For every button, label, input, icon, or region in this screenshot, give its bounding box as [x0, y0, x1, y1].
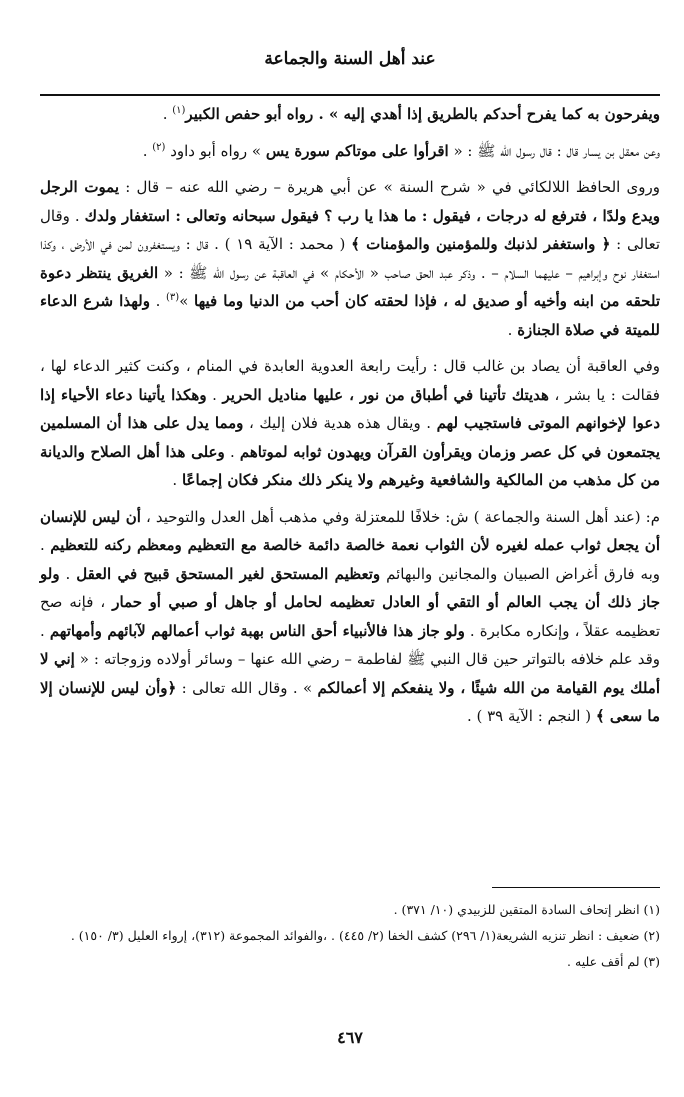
- bold-text-run: ﴿وأن ليس للإنسان إلا ما سعى ﴾: [40, 678, 660, 725]
- footnote-marker: (١): [172, 105, 186, 116]
- book-page: [40, 0, 660, 1097]
- text-run: وعن معقل بن يسار قال : قال رسول الله ﷺ : «: [448, 141, 660, 160]
- text-run: .: [162, 105, 173, 123]
- text-run: »: [179, 292, 195, 310]
- text-run: » رواه أبو داود: [165, 141, 266, 160]
- text-run: .: [507, 320, 518, 339]
- bold-text-run: وعلى هذا أهل الصلاح والديانة من كل مذهب من المالكية والشافعية وغيرهم ولا ينكر ذلك منكر فكان إجماعًا: [40, 442, 660, 489]
- bold-text-run: ولهذا شرع الدعاء للميتة في صلاة الجنازة: [40, 292, 660, 339]
- bold-text-run: أن ليس للإنسان أن يجعل ثواب عمله لغيره لأن الثواب نعمة خالصة دائمة خالصة مع التعظيم ومعظم ركنه للتعظيم: [40, 507, 660, 554]
- footnote-divider: [492, 887, 660, 888]
- footnote: (٣) لم أقف عليه .: [567, 954, 660, 969]
- bold-text-run: اقرأوا على موتاكم سورة يس: [265, 141, 449, 160]
- text-run: ( محمد : الآية ١٩ ) . قال : ويستغفرون لمن في الأرض ، وكذا استغفار نوح وإبراهيم – عليهما السلام – . وذكر عبد الحق صاحب « الأحكام » في العاقبة عن رسول الله ﷺ : «: [40, 235, 660, 282]
- text-run: وروى الحافظ اللالكائي في « شرح السنة » عن أبي هريرة – رضي الله عنه – قال :: [119, 178, 660, 196]
- footnote-marker: (٣): [166, 292, 180, 303]
- footnotes: [40, 898, 660, 976]
- bold-text-run: يموت الرجل ويدع ولدًا ، فترفع له درجات ، فيقول : ما هذا يا رب ؟ فيقول سبحانه وتعالى : استغفار ولدك: [40, 178, 661, 225]
- main-text: [40, 100, 660, 739]
- footnote-marker: (٢): [152, 141, 166, 153]
- text-run: .: [149, 292, 167, 310]
- text-run: . وقال تعالى :: [40, 206, 660, 253]
- paragraph: [40, 503, 660, 731]
- footnote: (٢) ضعيف : انظر تنزيه الشريعة(١/ ٢٩٦) كشف الخفا (٢/ ٤٤٥) . ،والفوائد المجموعة (٣١٢)، إرواء العليل (٣/ ١٥٠) .: [70, 928, 660, 943]
- text-run: ( النجم : الآية ٣٩ ) .: [466, 707, 596, 725]
- header-divider: [40, 94, 660, 96]
- text-run: . ويقال هذه هدية فلان إليك ،: [243, 414, 437, 432]
- bold-text-run: ومما يدل على هذا أن المسلمين يجتمعون في كل عصر وزمان ويقرأون القرآن ويهدون ثوابه لموتاهم: [40, 414, 660, 461]
- bold-text-run: الغريق ينتظر دعوة تلحقه من ابنه وأخيه أو صديق له ، فإذا لحقته كان أحب من الدنيا وما فيها: [40, 263, 660, 310]
- text-run: .: [206, 385, 223, 404]
- text-run: » . وقال الله تعالى :: [176, 678, 318, 697]
- paragraph: [40, 137, 660, 166]
- text-run: .: [59, 564, 77, 583]
- paragraph: [40, 352, 660, 495]
- bold-text-run: وهكذا يأتينا دعاء الأحياء إذا دعوا لإخوانهم الموتى فاستجيب لهم: [40, 385, 661, 432]
- running-header: عند أهل السنة والجماعة: [264, 49, 436, 69]
- bold-text-run: ولو جاز هذا فالأنبياء أحق الناس بهبة ثواب أعمالهم لآبائهم وأمهاتهم: [49, 621, 465, 640]
- text-run: .: [172, 471, 182, 489]
- bold-text-run: هديتك تأتينا في أطباق من نور ، عليها مناديل الحرير: [222, 385, 549, 404]
- bold-text-run: وتعظيم المستحق لغير المستحق قبيح في العقل: [76, 564, 381, 583]
- paragraph: [40, 173, 660, 344]
- page-number: ٤٦٧: [337, 1028, 363, 1047]
- bold-text-run: إني لا أملك يوم القيامة من الله شيئًا ، ولا ينفعكم إلا أعمالكم: [40, 650, 660, 697]
- text-run: .: [224, 442, 240, 461]
- bold-text-run: ﴿ واستغفر لذنبك وللمؤمنين والمؤمنات ﴾: [351, 235, 611, 253]
- text-run: . وقد علم خلافه بالتواتر حين قال النبي ﷺ لفاطمة – رضي الله عنها – وسائر أولاده وزوجاته : «: [40, 621, 660, 668]
- footnote: (١) انظر إتحاف السادة المتقين للزبيدي (١٠/ ٣٧١) .: [393, 902, 660, 917]
- paragraph: [40, 100, 660, 129]
- text-run: م: (عند أهل السنة والجماعة ) ش: خلافًا للمعتزلة وفي مذهب أهل العدل والتوحيد ،: [140, 507, 661, 526]
- bold-text-run: ولو جاز ذلك أن يجب العالم أو التقي أو العادل تعظيمه لحامل أو جاهل أو صبي أو حمار: [40, 564, 660, 611]
- bold-text-run: ويفرحون به كما يفرح أحدكم بالطريق إذا أهدي إليه » . رواه أبو حفص الكبير: [185, 105, 660, 123]
- text-run: وفي العاقبة أن يصاد بن غالب قال : رأيت رابعة العدوية العابدة في المنام ، وكنت كثير الدعاء لها ، فقالت : يا بشر ،: [40, 357, 660, 404]
- text-run: . وبه فارق أغراض الصبيان والمجانين والبهائم: [40, 536, 660, 583]
- text-run: .: [142, 141, 153, 160]
- text-run: ، فإنه صح تعظيمه عقلاً ، وإنكاره مكابرة .: [40, 593, 660, 640]
